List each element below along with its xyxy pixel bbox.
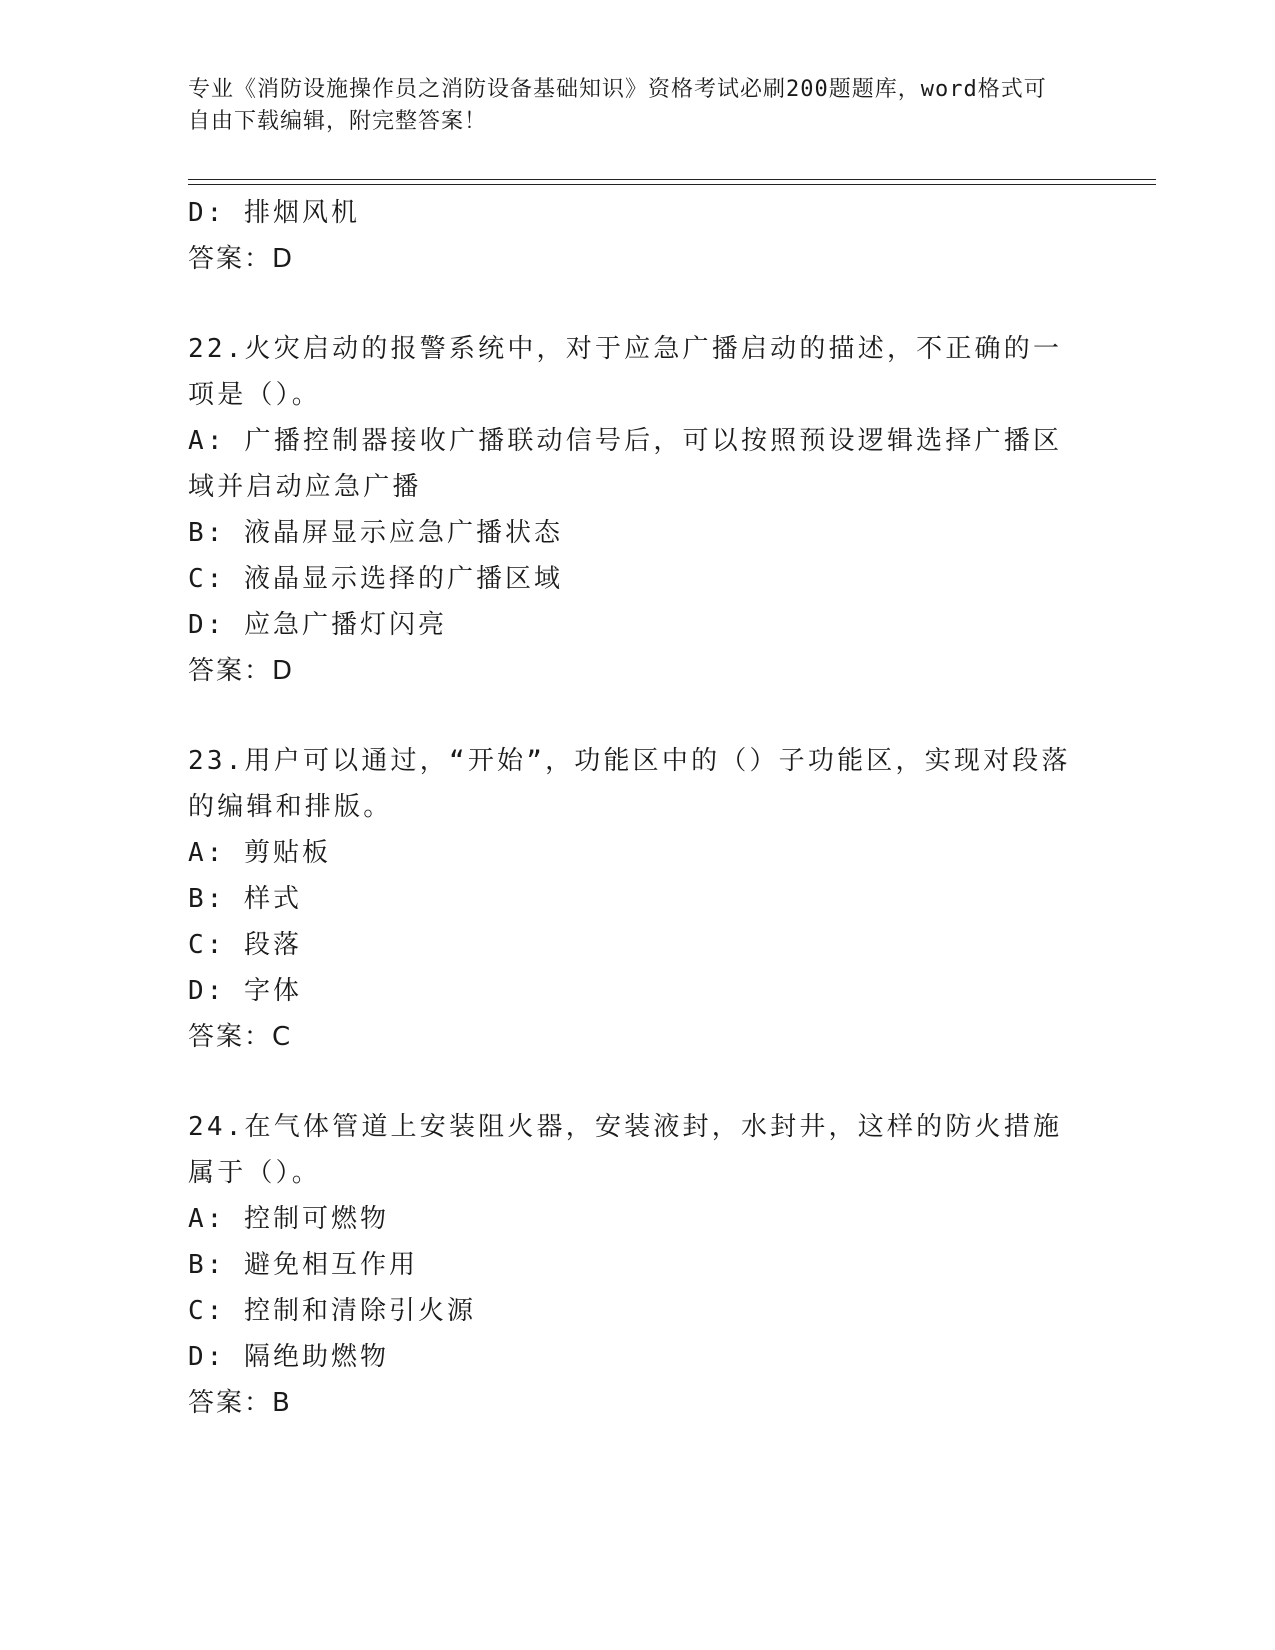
question-stem: 24.在气体管道上安装阻火器，安装液封，水封井，这样的防火措施属于（）。 <box>188 1112 1063 1188</box>
option-a: A: 控制可燃物 <box>188 1204 389 1234</box>
question-24 <box>188 1104 1088 1426</box>
option-b: B: 避免相互作用 <box>188 1250 418 1280</box>
option-c: C: 液晶显示选择的广播区域 <box>188 564 563 594</box>
option-d: D: 应急广播灯闪亮 <box>188 610 447 640</box>
answer-line: 答案：B <box>188 1388 292 1418</box>
document-header: 专业《消防设施操作员之消防设备基础知识》资格考试必刷200题题库，word格式可自由下载编辑，附完整答案！ <box>188 77 1047 134</box>
answer-line: 答案：D <box>188 244 295 274</box>
header-rule-top <box>188 179 1156 180</box>
option-b: B: 样式 <box>188 884 302 914</box>
option-d: D: 隔绝助燃物 <box>188 1342 389 1372</box>
option-a: A: 广播控制器接收广播联动信号后，可以按照预设逻辑选择广播区域并启动应急广播 <box>188 426 1063 502</box>
question-stem: 23.用户可以通过，“开始”，功能区中的（）子功能区，实现对段落的编辑和排版。 <box>188 746 1071 822</box>
question-23 <box>188 738 1088 1060</box>
option-d: D: 排烟风机 <box>188 198 360 228</box>
answer-line: 答案：D <box>188 656 295 686</box>
option-a: A: 剪贴板 <box>188 838 331 868</box>
question-22 <box>188 326 1088 694</box>
option-d: D: 字体 <box>188 976 302 1006</box>
option-c: C: 控制和清除引火源 <box>188 1296 476 1326</box>
question-stem: 22.火灾启动的报警系统中，对于应急广播启动的描述，不正确的一项是（）。 <box>188 334 1063 410</box>
option-c: C: 段落 <box>188 930 302 960</box>
document-body <box>188 190 1088 1426</box>
header-rule-bottom <box>188 184 1156 185</box>
option-b: B: 液晶屏显示应急广播状态 <box>188 518 563 548</box>
answer-line: 答案：C <box>188 1022 293 1052</box>
question-fragment <box>188 190 1088 282</box>
